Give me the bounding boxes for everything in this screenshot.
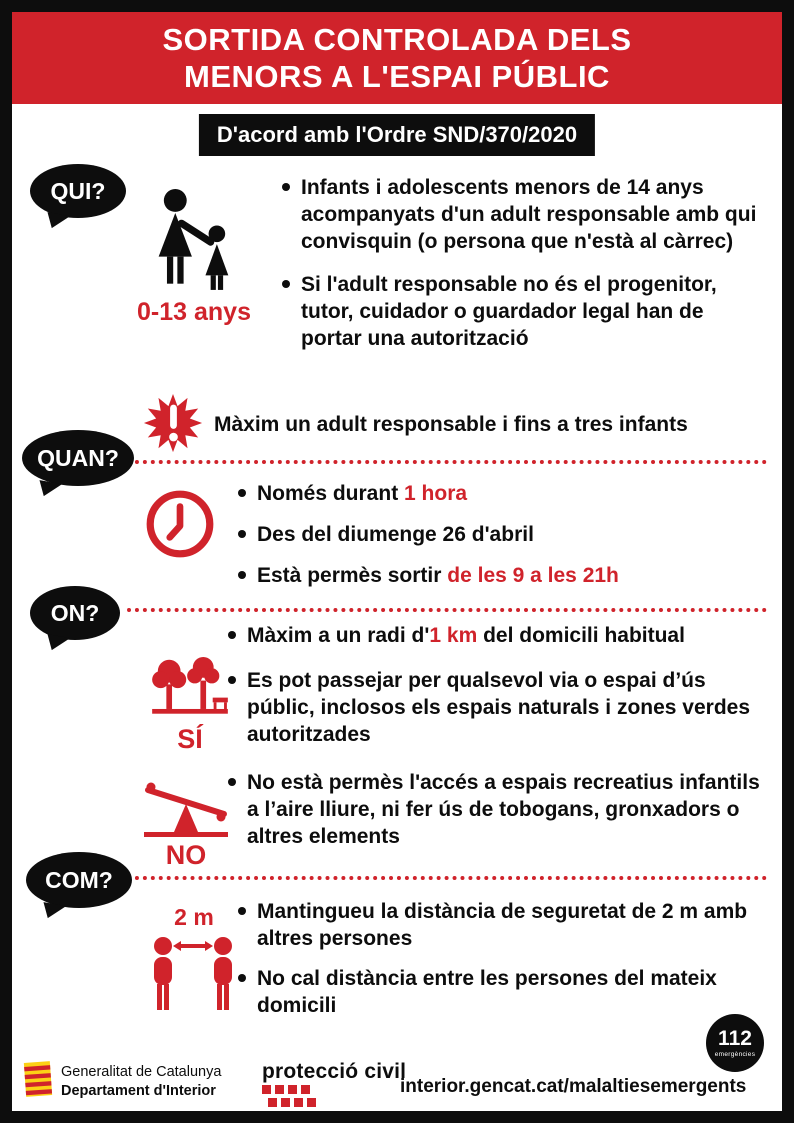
- bullet-text: Es pot passejar per qualsevol via o espai d’ús públic, inclosos els espais naturals i zones verdes autoritzades: [247, 669, 751, 747]
- section-bubble-quan: QUAN?: [22, 430, 134, 486]
- section-bubble-com: COM?: [26, 852, 132, 908]
- com-bullet-list: [238, 898, 778, 1019]
- list-item: [238, 898, 778, 952]
- qui-bullet-list: [282, 174, 760, 352]
- gencat-logo-icon: [22, 1058, 54, 1105]
- bullet-text: Mantingueu la distància de seguretat de 2 m amb altres persones: [257, 900, 748, 951]
- badge-number: 112: [718, 1027, 752, 1050]
- warning-row: [142, 392, 774, 459]
- bullet-text: Si l'adult responsable no és el progenitor, tutor, cuidador o guardador legal han de portar una autorització: [301, 273, 717, 351]
- bullet-text: Des del diumenge 26 d'abril: [257, 523, 534, 547]
- quan-bullet-list: [238, 480, 772, 589]
- list-item: [238, 480, 772, 507]
- proteccio-civil-identity: [262, 1060, 406, 1115]
- not-allowed-label: NO: [165, 840, 207, 870]
- section-bubble-qui: QUI?: [30, 164, 126, 218]
- section-divider: [127, 460, 767, 464]
- subtitle-ribbon: D'acord amb l'Ordre SND/370/2020: [199, 114, 595, 156]
- bullet-text: Està permès sortir de les 9 a les 21h: [257, 564, 619, 588]
- age-range-label: 0-13 anys: [137, 298, 251, 326]
- gencat-identity: [22, 1058, 221, 1105]
- allowed-label: SÍ: [177, 724, 203, 754]
- bullet-text: No cal distància entre les persones del mateix domicili: [257, 967, 717, 1018]
- list-item: [238, 521, 772, 548]
- section-divider: [127, 876, 767, 880]
- bullet-text: Només durant 1 hora: [257, 482, 468, 505]
- page-title-line1: SORTIDA CONTROLADA DELS: [162, 21, 632, 57]
- emergency-112-badge: [706, 1014, 764, 1072]
- list-item: [228, 769, 776, 850]
- gov-name: [61, 1063, 221, 1099]
- adult-child-icon: [144, 188, 244, 297]
- on-bullet-list: [228, 622, 776, 851]
- warning-burst-icon: [142, 392, 204, 459]
- bullet-text: Màxim a un radi d'1 km del domicili habitual: [247, 624, 685, 647]
- warning-text: Màxim un adult responsable i fins a tres infants: [214, 413, 688, 437]
- gov-name-line1: Generalitat de Catalunya: [61, 1064, 222, 1081]
- proteccio-civil-label: protecció civil: [262, 1060, 407, 1083]
- list-item: [282, 271, 760, 352]
- gov-name-line2: Departament d'Interior: [61, 1082, 216, 1099]
- list-item: [238, 562, 772, 589]
- seesaw-icon: [142, 778, 230, 845]
- bullet-text: No està permès l'accés a espais recreatius infantils a l’aire lliure, ni fer ús de tobogans, gronxadors o altres elements: [247, 771, 760, 849]
- proteccio-civil-squares-icon: [262, 1097, 332, 1114]
- page-title-line2: MENORS A L'ESPAI PÚBLIC: [184, 59, 610, 94]
- section-divider: [127, 608, 767, 612]
- list-item: [238, 965, 778, 1019]
- list-item: [228, 667, 776, 748]
- section-bubble-on: ON?: [30, 586, 120, 640]
- bullet-text: Infants i adolescents menors de 14 anys acompanyats d'un adult responsable amb qui convisquin (o persona que n'està al càrrec): [301, 176, 757, 254]
- footer-url: interior.gencat.cat/malaltiesemergents: [400, 1076, 747, 1097]
- list-item: [228, 622, 776, 649]
- list-item: [282, 174, 760, 255]
- clock-icon: [142, 486, 218, 567]
- park-trees-icon: [148, 656, 232, 731]
- header-banner: [12, 12, 782, 104]
- badge-label: emergències: [714, 1051, 756, 1058]
- distance-label: 2 m: [174, 904, 214, 930]
- social-distance-icon: [146, 932, 240, 1029]
